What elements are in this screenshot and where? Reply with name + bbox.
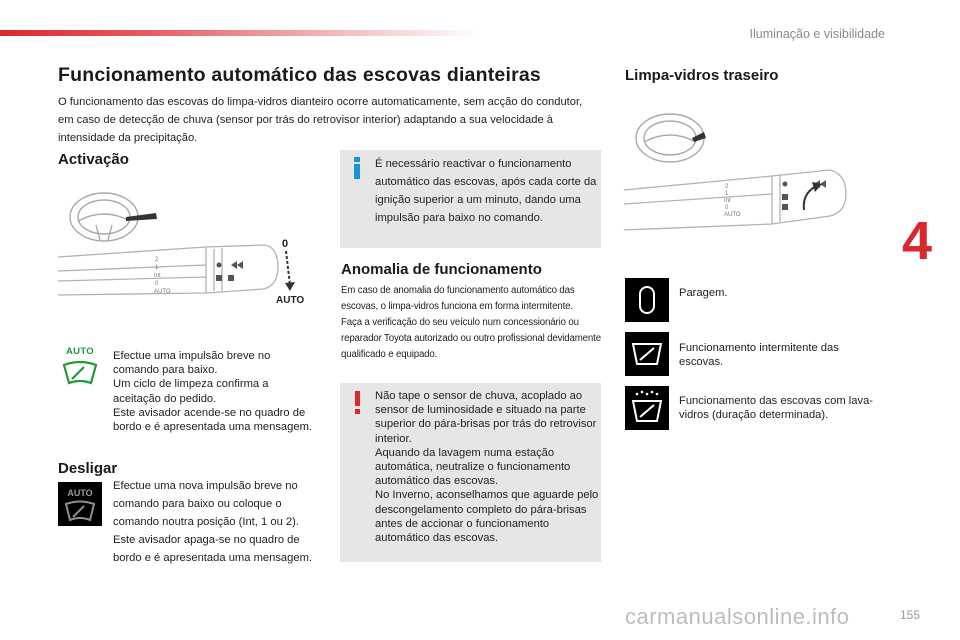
chapter-color-bar xyxy=(0,30,480,36)
info-text: É necessário reactivar o funcionamento automático das escovas, após cada corte da ignição superior a um minuto, dando uma impulsão para baixo no comando. xyxy=(375,158,597,224)
auto-wiper-indicator-icon xyxy=(58,346,102,394)
rear-wiper-item-1-icon xyxy=(625,332,669,376)
off-icon xyxy=(625,278,669,322)
rear-wiper-heading: Limpa-vidros traseiro xyxy=(625,67,779,84)
deactivation-text: Efectue uma nova impulsão breve no comando para baixo ou coloque o comando noutra posição (Int, 1 ou 2). Este avisador apaga-se no quadro de bordo e é apresentada uma mensagem. xyxy=(113,480,313,564)
rear-wiper-item-2-label: Funcionamento das escovas com lava-vidros (duração determinada). xyxy=(679,395,874,422)
malfunction-text: Em caso de anomalia do funcionamento automático das escovas, o limpa-vidros funciona em forma intermitente. Faça a verificação do seu veículo num concessionário ou reparador Toyota autorizado ou outro profissional devidamente qualificado e equipado. xyxy=(341,285,601,360)
auto-icon-label: AUTO xyxy=(66,346,94,357)
svg-text:2: 2 xyxy=(725,184,729,190)
watermark: carmanualsonline.info xyxy=(625,604,850,629)
svg-text:Int: Int xyxy=(154,273,161,279)
activation-heading: Activação xyxy=(58,151,129,168)
diagram-label-zero: 0 xyxy=(282,238,289,250)
svg-text:0: 0 xyxy=(155,281,159,287)
rear-wiper-item-0-icon xyxy=(625,278,669,322)
diagram-label-auto: AUTO xyxy=(276,295,305,306)
svg-text:1: 1 xyxy=(725,191,729,197)
svg-text:2: 2 xyxy=(155,257,159,263)
auto-off-icon-label: AUTO xyxy=(67,488,93,498)
info-box xyxy=(340,150,601,248)
rear-wiper-item-1-label: Funcionamento intermitente das escovas. xyxy=(679,342,839,369)
rear-wiper-item-0-label: Paragem. xyxy=(679,287,728,299)
deactivation-heading: Desligar xyxy=(58,460,118,477)
page-title: Funcionamento automático das escovas dianteiras xyxy=(58,64,541,86)
svg-text:AUTO: AUTO xyxy=(154,289,171,295)
wiper-stalk-diagram-rear xyxy=(622,98,854,240)
svg-text:1: 1 xyxy=(155,265,159,271)
windshield-wiper-off-icon xyxy=(58,498,102,526)
svg-text:AUTO: AUTO xyxy=(724,212,741,218)
rear-wiper-intermittent-icon xyxy=(625,332,669,376)
warning-icon xyxy=(353,391,361,415)
warning-box xyxy=(340,383,601,562)
rear-wiper-wash-icon xyxy=(625,386,669,430)
rear-wiper-item-2-icon xyxy=(625,386,669,430)
chapter-number: 4 xyxy=(902,211,933,271)
auto-wiper-off-icon xyxy=(58,482,102,526)
wiper-stalk-diagram-front xyxy=(56,185,314,323)
svg-text:Int: Int xyxy=(724,198,731,204)
svg-text:0: 0 xyxy=(725,205,729,211)
warning-text: Não tape o sensor de chuva, acoplado ao sensor de luminosidade e situado na parte superior do pára-brisas por trás do retrovisor interior. Aquando da lavagem numa estação automática, neutralize o funcionamento automático das escovas. No Inverno, aconselhamos que aguarde pelo descongelamento completo do pára-brisas antes de accionar o funcionamento automático das escovas. xyxy=(375,390,599,545)
chapter-title: Iluminação e visibilidade xyxy=(749,27,885,41)
page-number: 155 xyxy=(899,608,920,622)
malfunction-heading: Anomalia de funcionamento xyxy=(341,261,542,278)
activation-text: Efectue uma impulsão breve no comando para baixo. Um ciclo de limpeza confirma a aceitação do pedido. Este avisador acende-se no quadro de bordo e é apresentada uma mensagem. xyxy=(113,350,313,434)
intro-paragraph: O funcionamento das escovas do limpa-vidros dianteiro ocorre automaticamente, sem acção do condutor, em caso de detecção de chuva (sensor por trás do retrovisor interior) adaptando a sua velocidade à intensidade da precipitação. xyxy=(58,96,583,144)
windshield-wiper-icon xyxy=(58,357,102,389)
info-icon xyxy=(352,157,362,179)
